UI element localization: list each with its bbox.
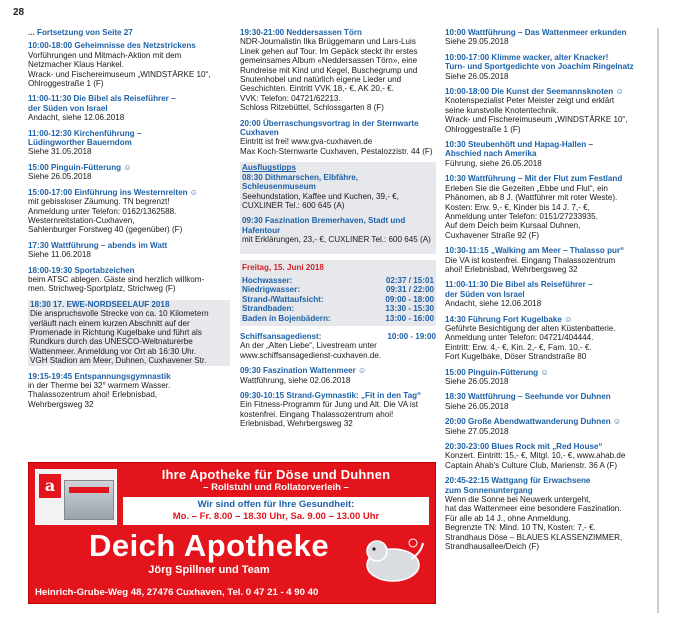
- column-middle: [240, 28, 436, 435]
- event-heading: 10:00 Wattführung – Das Wattenmeer erkunden: [445, 28, 627, 37]
- tide-value: 13:30 - 15:30: [385, 304, 434, 314]
- event-heading: 18:00-19:30 Sportabzeichen: [28, 265, 135, 275]
- day-heading: Freitag, 15. Juni 2018: [242, 262, 324, 272]
- event-entry: [445, 442, 650, 470]
- tide-value: 10:00 - 19:00: [387, 331, 436, 341]
- event-description: Siehe 26.05.2018: [28, 172, 92, 182]
- column-right: [445, 28, 650, 558]
- apotheke-logo: a: [39, 474, 61, 498]
- event-heading: 17:30 Wattführung – abends im Watt: [28, 240, 168, 250]
- tide-value: 09:00 - 18:00: [385, 294, 434, 304]
- event-entry: [242, 173, 434, 211]
- event-entry: [28, 41, 230, 88]
- event-description: Andacht, siehe 12.06.2018: [445, 299, 542, 309]
- event-entry: [28, 129, 230, 157]
- event-heading: 15:00-17:00 Einführung ins Westernreiten ☺: [28, 187, 199, 197]
- pharmacy-team: Jörg Spillner und Team: [148, 564, 270, 576]
- event-description: beim ATSC ablegen. Gäste sind herzlich willkom- men. Strichweg-Sportplatz, Strichweg (F): [28, 274, 205, 294]
- excursion-title: Ausflugstipps: [242, 163, 296, 173]
- event-entry: [240, 28, 436, 113]
- pharmacy-name: Deich Apotheke: [88, 528, 330, 563]
- event-description: Erleben Sie die Gezeiten „Ebbe und Flut“, ein Phänomen, ab 8 J. (Wattführer mit roter Weste). Kosten: Erw. 9,- €, Kinder bis 14 J. 7,- €, Anmeldung unter Telefon: 0151/27233935. Auf dem Deich beim Kursaal Duhnen, Cuxhavener Straße 92 (F): [445, 183, 618, 240]
- opening-hours-intro: Wir sind offen für Ihre Gesundheit:: [197, 499, 355, 510]
- event-description: Führung, siehe 26.05.2018: [445, 158, 542, 168]
- event-entry: [240, 332, 436, 360]
- event-heading: 19:15-19:45 Entspannungsgymnastik: [28, 371, 171, 381]
- tide-value: 13:00 - 16:00: [385, 313, 434, 323]
- event-description: Siehe 26.05.2018: [445, 377, 509, 386]
- seal-mascot-icon: [355, 529, 427, 585]
- event-entry: [445, 280, 650, 308]
- event-entry: [445, 476, 650, 551]
- event-heading: 08:30 Dithmarschen, Elbfähre, Schleusenmuseum: [242, 172, 359, 192]
- tide-label: Baden in Bojenbädern:: [242, 313, 331, 323]
- event-entry: [445, 392, 650, 411]
- continuation-note: ... Fortsetzung von Seite 27: [28, 28, 133, 37]
- event-heading: 20:00 Überraschungsvortrag in der Sternwarte Cuxhaven: [240, 118, 419, 138]
- ad-subtitle: – Rollstuhl und Rollatorverleih –: [203, 482, 349, 493]
- event-description: Konzert. Eintritt: 15,- €, Mitgl. 10,- €, www.ahab.de Captain Ahab's Culture Club, Marienstr. 36 A (F): [445, 451, 626, 470]
- tide-row: [242, 285, 434, 294]
- tide-value: 09:31 / 22:00: [385, 285, 434, 295]
- tide-label: Hochwasser:: [242, 275, 293, 285]
- event-description: mit Erklärungen, 23,- €, CUXLINER Tel.: 600 645 (A): [242, 235, 431, 245]
- pharmacy-advertisement: [28, 462, 436, 604]
- event-entry: [445, 53, 650, 81]
- event-heading: 20:45-22:15 Wattgang für Erwachsene zum Sonnenuntergang: [445, 476, 591, 495]
- pharmacy-photo: [35, 469, 117, 525]
- tide-row: [242, 314, 434, 323]
- event-heading: 19:30-21:00 Neddersassen Törn: [240, 28, 362, 37]
- event-list: [240, 28, 436, 156]
- event-heading: 18:30 17. EWE-NORDSEELAUF 2018: [30, 299, 170, 309]
- tide-row: [242, 304, 434, 313]
- event-heading: 20:30-23:00 Blues Rock mit „Red House“: [445, 442, 603, 452]
- event-description: Knotenspezialist Peter Meister zeigt und erklärt seine kunstvolle Knotentechnik. Wrack- und Fischereimuseum „WINDSTÄRKE 10“, Ohlroggestraße 1 (F): [445, 96, 628, 134]
- event-heading: 11:00-11:30 Die Bibel als Reiseführer – der Süden von Israel: [28, 94, 176, 113]
- event-description: Eintritt ist frei! www.gva-cuxhaven.de Max Koch-Sternwarte Cuxhaven, Pestalozzistr. 44 (F): [240, 137, 433, 156]
- tide-label: Schiffsansagedienst:: [240, 331, 322, 341]
- event-entry: [28, 266, 230, 294]
- event-entry: [445, 87, 650, 134]
- event-description: Die VA ist kostenfrei. Eingang Thalassozentrum ahoi! Erlebnisbad, Wehrbergsweg 32: [445, 255, 616, 274]
- event-heading: 15:00 Pinguin-Fütterung ☺: [28, 162, 132, 172]
- event-list: [240, 332, 436, 429]
- event-entry: [240, 119, 436, 157]
- event-heading: 11:00-11:30 Die Bibel als Reiseführer – der Süden von Israel: [445, 280, 593, 299]
- event-entry: [28, 188, 230, 235]
- opening-hours-band: [123, 497, 429, 525]
- tide-label: Strandbaden:: [242, 304, 295, 314]
- event-entry: [242, 216, 434, 244]
- tide-value: 02:37 / 15:01: [385, 275, 434, 285]
- event-description: Siehe 26.05.2018: [445, 401, 509, 411]
- event-heading: 15:00 Pinguin-Fütterung ☺: [445, 367, 549, 377]
- event-description: Die anspruchsvolle Strecke von ca. 10 Kilometern verläuft nach einem kurzen Abschnitt auf der Promenade in Richtung Kugelbake und führt als Rundkurs durch das UNESCO-Weltnaturerbe Wattenmeer. Anmeldung vor Ort ab 16:30 Uhr. VGH Stadion am Meer, Duhnen, Cuxhavener Str.: [30, 309, 209, 366]
- event-heading: 18:30 Wattführung – Seehunde vor Duhnen: [445, 392, 611, 402]
- event-description: Siehe 31.05.2018: [28, 147, 92, 157]
- column-left: [28, 28, 230, 415]
- event-entry: [445, 417, 650, 436]
- building-image: [64, 480, 114, 520]
- event-entry: [445, 174, 650, 240]
- page-number: 28: [13, 7, 25, 18]
- event-heading: 11:00-12:30 Kirchenführung – Lüdingworther Bauerndom: [28, 128, 142, 148]
- event-heading: 10:00-18:00 Die Kunst der Seemannsknoten ☺: [445, 87, 624, 97]
- event-entry: [28, 241, 230, 260]
- tide-row: [242, 276, 434, 285]
- event-entry: [445, 368, 650, 387]
- event-heading: 10:30 Wattführung – Mit der Flut zum Festland: [445, 174, 623, 184]
- event-list: [445, 28, 650, 552]
- event-heading: 09:30-10:15 Strand-Gymnastik: „Fit in den Tag“: [240, 391, 422, 400]
- event-heading: 09:30 Faszination Bremerhaven, Stadt und Hafentour: [242, 216, 406, 235]
- event-entry: [445, 28, 650, 47]
- event-description: Siehe 27.05.2018: [445, 426, 509, 436]
- tide-row: [240, 332, 436, 341]
- tide-table: [242, 276, 434, 323]
- event-description: An der „Alten Liebe“, Livestream unter www.schiffsansagedienst-cuxhaven.de.: [240, 341, 382, 360]
- tide-label: Strand-/Wattaufsicht:: [242, 294, 324, 304]
- event-list: [28, 41, 230, 409]
- event-description: Siehe 26.05.2018: [445, 71, 509, 81]
- tide-label: Niedrigwasser:: [242, 285, 301, 295]
- event-entry: [28, 372, 230, 410]
- event-description: Seehundstation, Kaffee und Kuchen, 39,- €, CUXLINER Tel.: 600 645 (A): [242, 191, 399, 210]
- ad-title: Ihre Apotheke für Döse und Duhnen: [161, 467, 391, 482]
- event-description: Siehe 11.06.2018: [28, 250, 91, 260]
- event-heading: 10:00-17:00 Klimme wacker, alter Knacker! Turn- und Sportgedichte von Joachim Ringelnatz: [445, 52, 634, 72]
- event-description: Andacht, siehe 12.06.2018: [28, 113, 125, 123]
- event-entry: [240, 366, 436, 385]
- pharmacy-address: Heinrich-Grube-Weg 48, 27476 Cuxhaven, Tel. 0 47 21 - 4 90 40: [35, 587, 319, 598]
- tide-row: [242, 295, 434, 304]
- excursion-list: [242, 173, 434, 245]
- event-entry: [445, 140, 650, 168]
- event-heading: 20:00 Große Abendwattwanderung Duhnen ☺: [445, 417, 622, 427]
- event-entry: [445, 246, 650, 274]
- event-description: Vorführungen und Mitmach-Aktion mit dem Netzmacher Klaus Hankel. Wrack- und Fischereimuseum „WINDSTÄRKE 10“, Ohlroggestraße 1 (F): [28, 50, 211, 89]
- event-description: Ein Fitness-Programm für Jung und Alt. Die VA ist kostenfrei. Eingang Thalassozentrum ahoi! Erlebnisbad, Wehrbergsweg 32: [240, 400, 418, 429]
- event-heading: 10:00-18:00 Geheimnisse des Netzstrickens: [28, 41, 196, 51]
- opening-hours: Mo. – Fr. 8.00 – 18.30 Uhr, Sa. 9.00 – 13.00 Uhr: [172, 511, 380, 522]
- event-entry: [445, 315, 650, 362]
- page-edge-rule: [657, 28, 659, 613]
- event-heading: 10:30 Steubenhöft und Hapag-Hallen – Abschied nach Amerika: [445, 140, 593, 159]
- event-heading: 09:30 Faszination Wattenmeer ☺: [240, 366, 367, 376]
- event-description: Siehe 29.05.2018: [445, 37, 509, 47]
- event-entry: [28, 163, 230, 182]
- event-description: Wenn die Sonne bei Neuwerk untergeht, hat das Wattenmeer eine besondere Faszination. Für alle ab 14 J., ohne Anmeldung. Begrenzte TN: Mind. 10 TN, Kosten: 7,- €. Strandhaus Döse – BLAUES KLASSENZIMMER, Strandhausallee/Deich (F): [445, 495, 623, 552]
- event-description: NDR-Journalistin Ilka Brüggemann und Lars-Luis Linek gehen auf Tour. Im Gepäck steckt ihr erstes gemeinsames Album «Neddersassen Törn», eine Rundreise mit Kind und Kegel, Buschegrump und Snutenhobel und natürlich eigene Lieder und Geschichten. Eintritt VVK 18,- €, AK 20,- €. VVK: Telefon: 04721/62213. Schloss Ritzebüttel, Schlossgarten 8 (F): [240, 37, 418, 113]
- event-entry: [28, 94, 230, 122]
- event-heading: 10:30-11:15 „Walking am Meer – Thalasso pur“: [445, 246, 625, 256]
- event-entry: [28, 300, 230, 366]
- event-description: in der Therme bei 32° warmem Wasser. Thalassozentrum ahoi! Erlebnisbad, Wehrbergsweg 32: [28, 381, 171, 409]
- event-heading: 14:30 Führung Fort Kugelbake ☺: [445, 314, 573, 324]
- event-description: mit gebissloser Zäumung. TN begrenzt! Anmeldung unter Telefon: 0162/1362588. Westernreitstation-Cuxhaven, Sahlenburger Forstweg 40 (gegenüber) (F): [28, 197, 183, 235]
- event-description: Geführte Besichtigung der alten Küstenbatterie. Anmeldung unter Telefon: 04721/404444. Eintritt: Erw. 4,- €, Kin. 2,- €, Fam. 10,- €. Fort Kugelbake, Döser Strandstraße 80: [445, 323, 616, 362]
- event-description: Wattführung, siehe 02.06.2018: [240, 375, 351, 385]
- ad-header: [121, 467, 431, 494]
- excursion-box: [240, 162, 436, 253]
- day-box: [240, 260, 436, 326]
- event-entry: [240, 391, 436, 429]
